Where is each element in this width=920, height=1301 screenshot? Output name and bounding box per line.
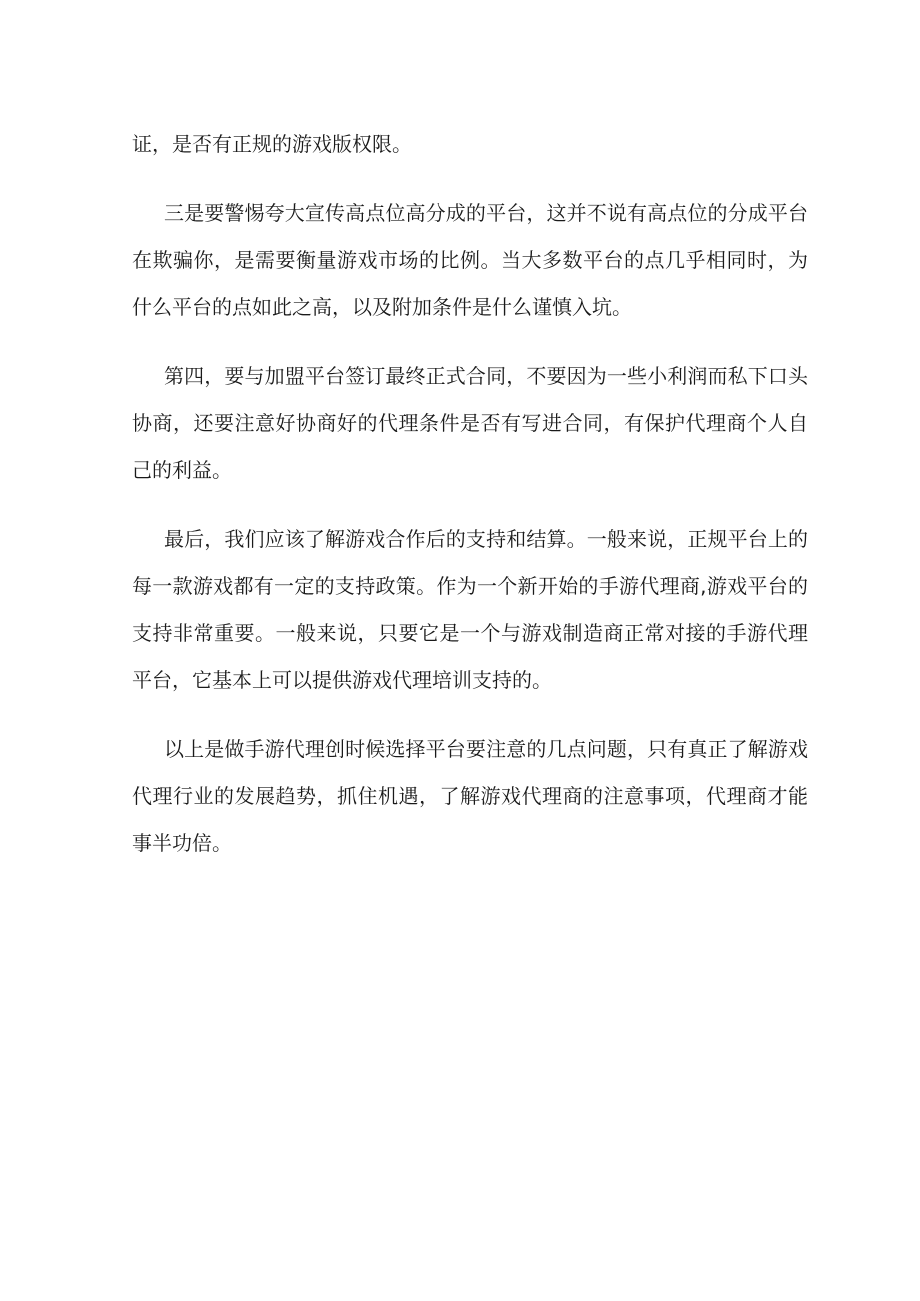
paragraph-point-three: 三是要警惕夸大宣传高点位高分成的平台，这并不说有高点位的分成平台在欺骗你，是需要衡量游戏市场的比例。当大多数平台的点几乎相同时，为什么平台的点如此之高，以及附加条件是什么谨慎入坑。 [132, 201, 808, 319]
paragraph-conclusion: 以上是做手游代理创时候选择平台要注意的几点问题，只有真正了解游戏代理行业的发展趋势，抓住机遇，了解游戏代理商的注意事项，代理商才能事半功倍。 [132, 737, 808, 855]
paragraph-finally: 最后，我们应该了解游戏合作后的支持和结算。一般来说，正规平台上的每一款游戏都有一定的支持政策。作为一个新开始的手游代理商,游戏平台的支持非常重要。一般来说，只要它是一个与游戏制造商正常对接的手游代理平台，它基本上可以提供游戏代理培训支持的。 [132, 527, 808, 692]
document-body [132, 121, 808, 889]
paragraph-point-four: 第四，要与加盟平台签订最终正式合同，不要因为一些小利润而私下口头协商，还要注意好协商好的代理条件是否有写进合同，有保护代理商个人自己的利益。 [132, 364, 808, 482]
paragraph-continuation: 证，是否有正规的游戏版权限。 [132, 132, 412, 156]
